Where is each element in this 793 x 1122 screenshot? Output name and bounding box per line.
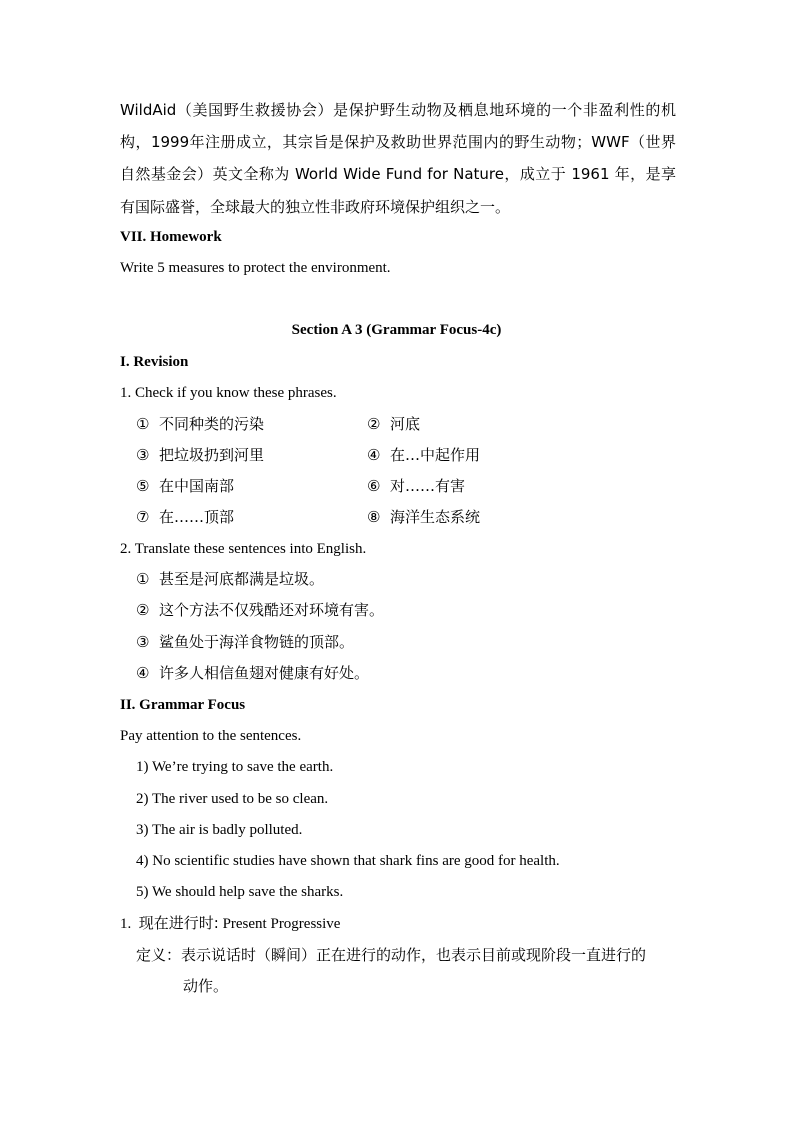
section-title: Section A 3 (Grammar Focus-4c) <box>291 322 502 338</box>
grammar-sentence: 2) The river used to be so clean. <box>136 791 329 807</box>
grammar-sentence: 3) The air is badly polluted. <box>136 822 303 838</box>
grammar-point-1: 1. 现在进行时: Present Progressive <box>120 914 341 932</box>
phrase-item: ⑥ 对……有害 <box>367 477 466 495</box>
homework-heading: VII. Homework <box>120 229 222 245</box>
intro-paragraph <box>120 95 676 224</box>
translate-sentence: ③ 鲨鱼处于海洋食物链的顶部。 <box>136 633 355 651</box>
revision-heading: I. Revision <box>120 354 189 370</box>
translate-sentence: ④ 许多人相信鱼翅对健康有好处。 <box>136 664 370 682</box>
translate-sentence: ① 甚至是河底都满是垃圾。 <box>136 570 325 588</box>
definition-line-2: 动作。 <box>183 977 229 995</box>
grammar-heading: II. Grammar Focus <box>120 697 246 713</box>
grammar-intro: Pay attention to the sentences. <box>120 728 302 744</box>
translate-sentence: ② 这个方法不仅残酷还对环境有害。 <box>136 601 385 619</box>
grammar-sentence: 4) No scientific studies have shown that shark fins are good for health. <box>136 853 560 869</box>
phrase-item: ⑤ 在中国南部 <box>136 477 235 495</box>
phrase-item: ⑦ 在……顶部 <box>136 508 235 526</box>
revision-q1: 1. Check if you know these phrases. <box>120 385 337 401</box>
definition-line-1: 定义：表示说话时（瞬间）正在进行的动作，也表示目前或现阶段一直进行的 <box>136 946 647 964</box>
grammar-sentence: 5) We should help save the sharks. <box>136 884 344 900</box>
phrase-item: ④ 在…中起作用 <box>367 446 481 464</box>
phrase-item: ③ 把垃圾扔到河里 <box>136 446 265 464</box>
phrase-item: ② 河底 <box>367 415 421 433</box>
phrase-item: ⑧ 海洋生态系统 <box>367 508 481 526</box>
intro-text: WildAid（美国野生救援协会）是保护野生动物及栖息地环境的一个非盈利性的机构，1999年注册成立，其宗旨是保护及救助世界范围内的野生动物；WWF（世界自然基金会）英文全称为 World Wide Fund for Nature，成立于 1961 年，是享有国际盛誉，全球最大的独立性非政府环境保护组织之一。 <box>120 101 676 216</box>
revision-q2: 2. Translate these sentences into English. <box>120 541 367 557</box>
homework-text: Write 5 measures to protect the environment. <box>120 260 391 276</box>
phrase-item: ① 不同种类的污染 <box>136 415 265 433</box>
grammar-sentence: 1) We’re trying to save the earth. <box>136 759 334 775</box>
